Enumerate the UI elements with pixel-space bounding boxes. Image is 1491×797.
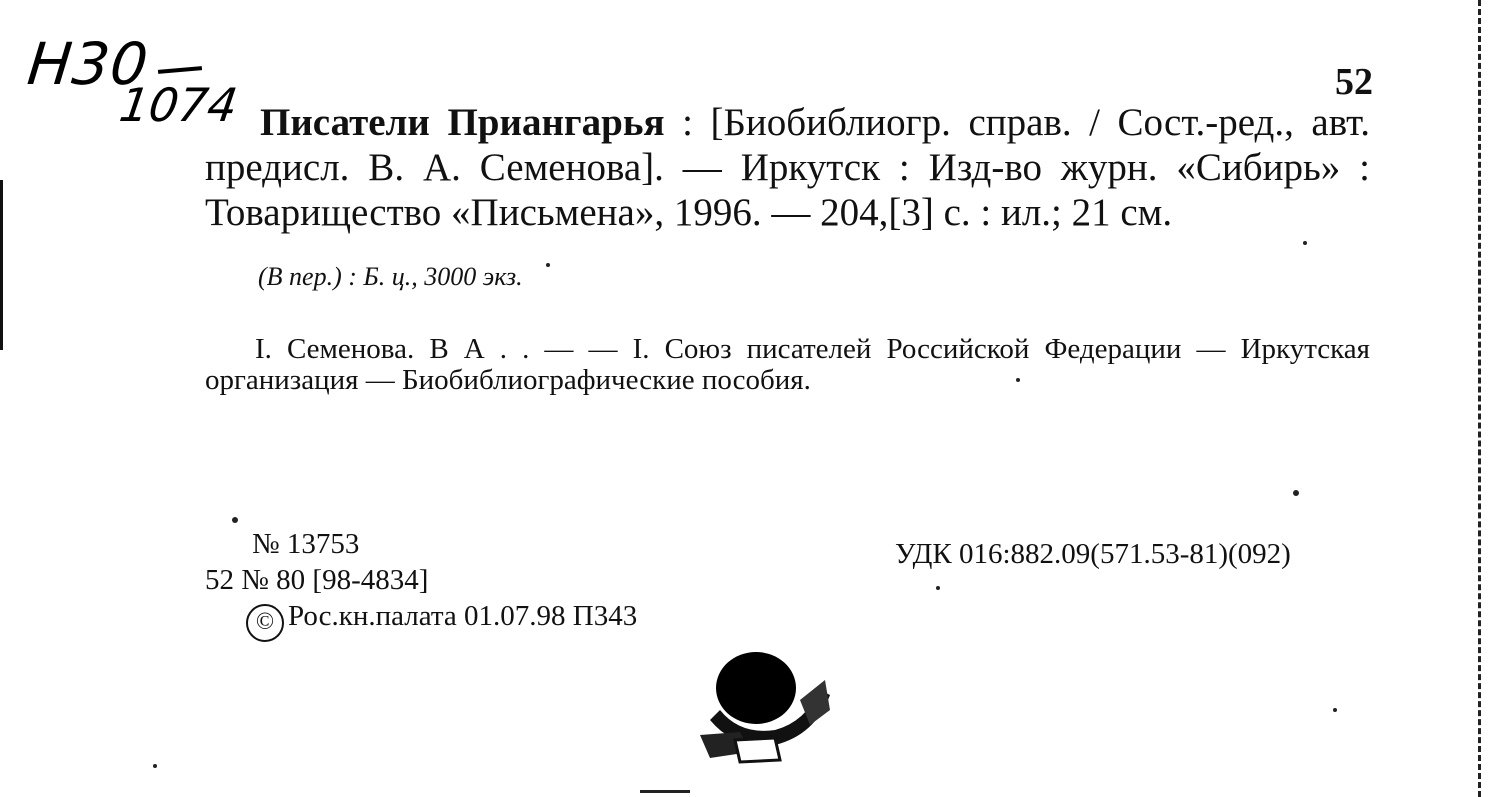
- registration-number: № 13753: [252, 528, 360, 560]
- card-edge-right: [1474, 0, 1481, 797]
- price-line: (В пер.) : Б. ц., 3000 экз.: [258, 262, 523, 291]
- library-stamp-icon: [680, 640, 850, 770]
- subject-headings: [205, 334, 1370, 396]
- card-edge-left: [0, 180, 9, 350]
- subject-text: I. Семенова. В А . . — — I. Союз писателей Российской Федерации — Иркутская организация — Биобиблиографические пособия.: [205, 333, 1370, 396]
- handwritten-shelf-mark: Н30: [24, 30, 152, 98]
- book-chamber-line: [246, 600, 637, 642]
- copyright-icon: ©: [246, 604, 284, 642]
- bibliographic-entry: [205, 100, 1370, 235]
- entry-title: Писатели Приангарья: [260, 101, 665, 144]
- handwritten-fraction-line: [158, 66, 202, 74]
- card-number: 52: [1335, 61, 1373, 103]
- handwritten-shelf-number: 1074: [116, 78, 241, 132]
- udk-code: УДК 016:882.09(571.53-81)(092): [895, 538, 1291, 570]
- entry-description: : [Биобиблиогр. справ. / Сост.-ред., авт. предисл. В. А. Семенова]. — Иркутск : Изд-во журн. «Сибирь» : Товарищество «Письмена», 1996. — 204,[3] с. : ил.; 21 см.: [205, 101, 1370, 234]
- book-chamber-text: Рос.кн.палата 01.07.98 П343: [288, 600, 638, 632]
- index-line: 52 № 80 [98-4834]: [205, 564, 429, 596]
